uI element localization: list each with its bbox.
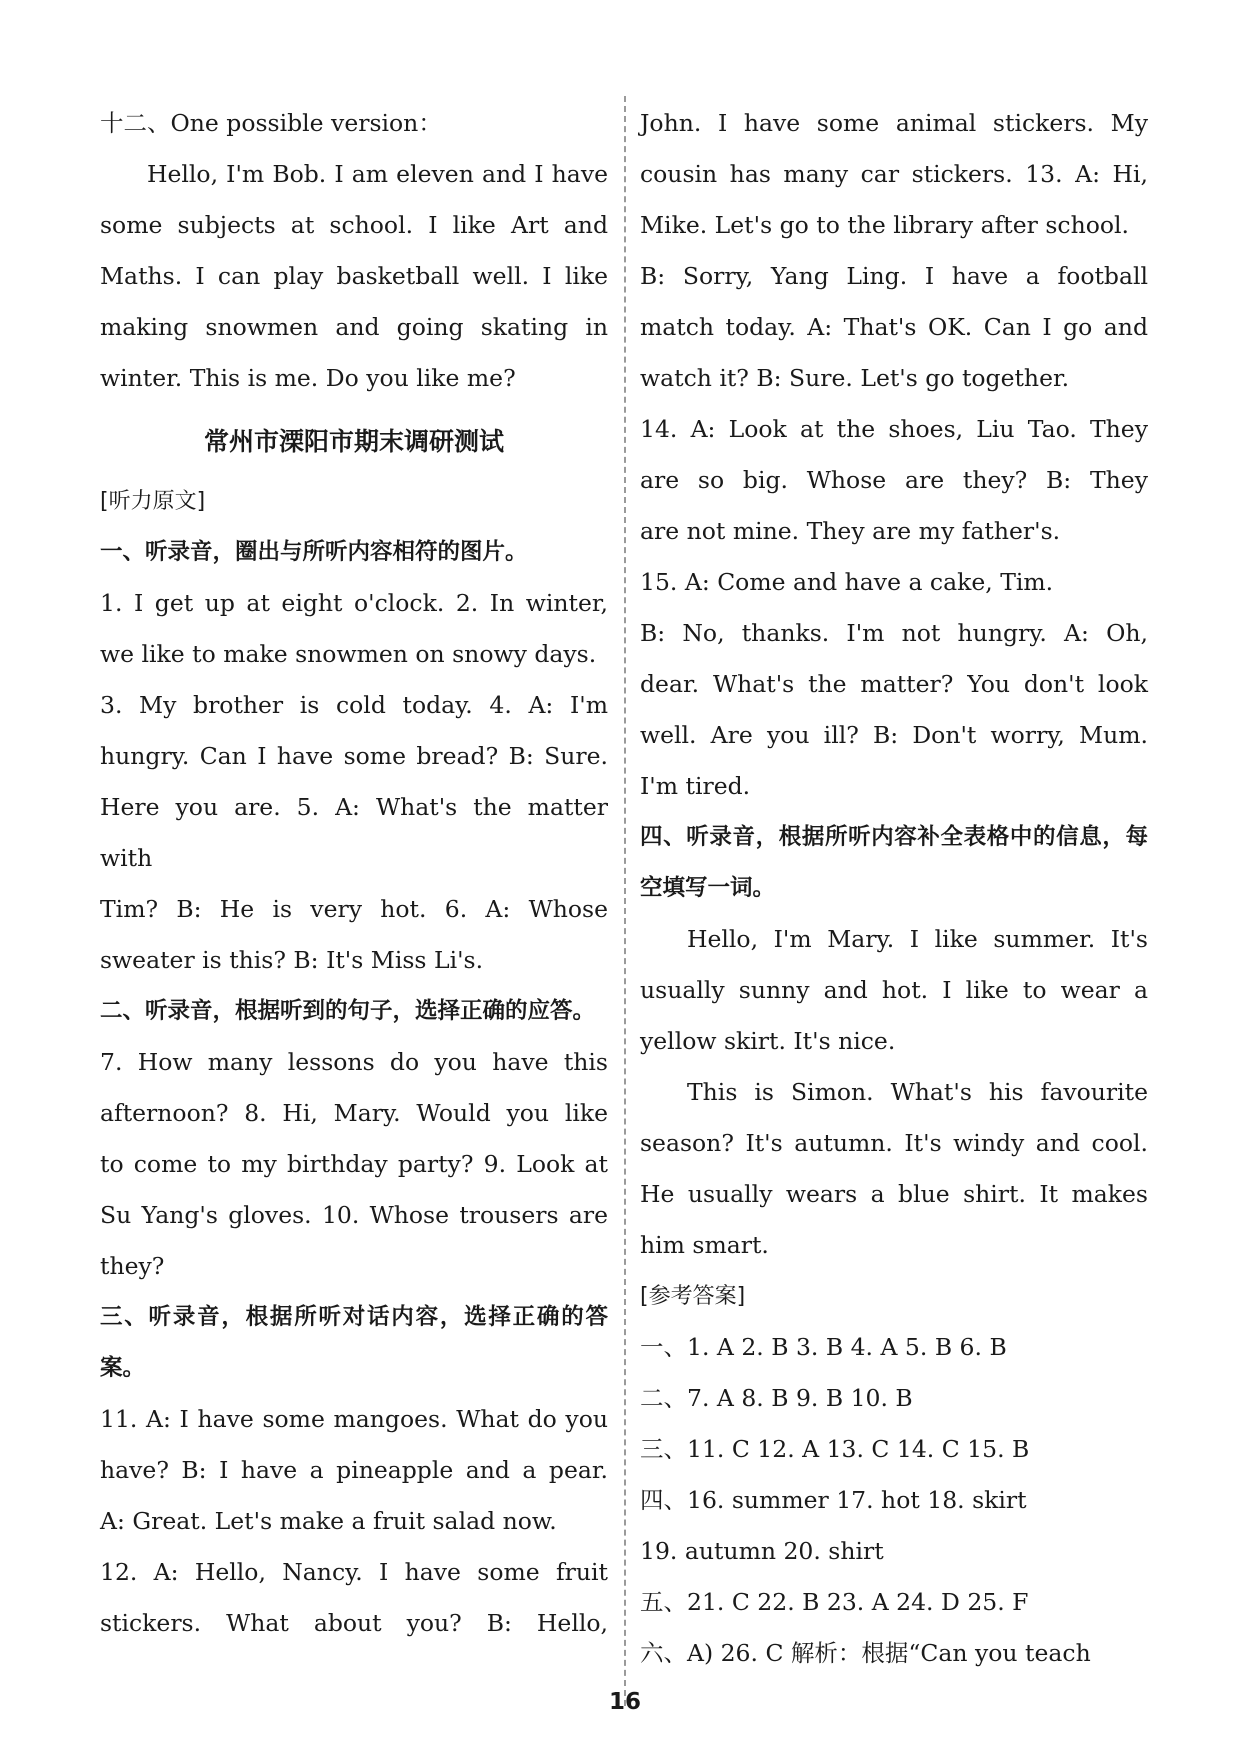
text-line: 7. How many lessons do you have this bbox=[100, 1048, 608, 1076]
part-2-heading: 二、听录音，根据听到的句子，选择正确的应答。 bbox=[100, 998, 596, 1024]
part-3-lines bbox=[100, 1394, 608, 1649]
text-line: are not mine. They are my father's. bbox=[640, 517, 1061, 545]
part-3-heading: 三、听录音，根据所听对话内容，选择正确的答案。 bbox=[100, 1304, 608, 1381]
text-line: 14. A: Look at the shoes, Liu Tao. They bbox=[640, 415, 1148, 443]
part-1-heading: 一、听录音，圈出与所听内容相符的图片。 bbox=[100, 539, 528, 565]
text-line: match today. A: That's OK. Can I go and bbox=[640, 313, 1148, 341]
text-line: afternoon? 8. Hi, Mary. Would you like bbox=[100, 1099, 608, 1127]
text-line: B: No, thanks. I'm not hungry. A: Oh, bbox=[640, 619, 1148, 647]
text-line: I'm tired. bbox=[640, 772, 751, 800]
part-4-heading: 四、听录音，根据所听内容补全表格中的信息，每空填写一词。 bbox=[640, 824, 1148, 901]
text-line: sweater is this? B: It's Miss Li's. bbox=[100, 946, 484, 974]
text-line: they? bbox=[100, 1252, 165, 1280]
answer-line: 五、21. C 22. B 23. A 24. D 25. F bbox=[640, 1588, 1029, 1616]
answer-line: 一、1. A 2. B 3. B 4. A 5. B 6. B bbox=[640, 1333, 1007, 1361]
section-12-heading: 十二、One possible version： bbox=[100, 109, 442, 137]
text-line: 3. My brother is cold today. 4. A: I'm bbox=[100, 691, 608, 719]
answer-line: 六、A) 26. C 解析：根据“Can you teach bbox=[640, 1639, 1091, 1667]
text-line: watch it? B: Sure. Let's go together. bbox=[640, 364, 1070, 392]
text-line: 11. A: I have some mangoes. What do you bbox=[100, 1405, 608, 1433]
page-number: 16 bbox=[608, 1689, 641, 1715]
text-line: Su Yang's gloves. 10. Whose trousers are bbox=[100, 1201, 608, 1229]
part-4-paragraph-2: This is Simon. What's his favourite season? It's autumn. It's windy and cool. He usually wears a blue shirt. It makes him smart. bbox=[640, 1078, 1148, 1259]
text-line: Mike. Let's go to the library after school. bbox=[640, 211, 1129, 239]
listening-transcript-tag: [听力原文] bbox=[100, 489, 206, 514]
answer-line: 二、7. A 8. B 9. B 10. B bbox=[640, 1384, 913, 1412]
answer-key bbox=[640, 1322, 1148, 1679]
text-line: John. I have some animal stickers. My bbox=[640, 109, 1148, 137]
text-line: well. Are you ill? B: Don't worry, Mum. bbox=[640, 721, 1148, 749]
text-line: 15. A: Come and have a cake, Tim. bbox=[640, 568, 1054, 596]
part-4-paragraph-1: Hello, I'm Mary. I like summer. It's usually sunny and hot. I like to wear a yellow skirt. It's nice. bbox=[640, 925, 1148, 1055]
answer-line: 19. autumn 20. shirt bbox=[640, 1537, 884, 1565]
text-line: we like to make snowmen on snowy days. bbox=[100, 640, 597, 668]
right-column bbox=[640, 98, 1148, 1679]
answer-line: 四、16. summer 17. hot 18. skirt bbox=[640, 1486, 1027, 1514]
text-line: 12. A: Hello, Nancy. I have some fruit bbox=[100, 1558, 608, 1586]
test-title: 常州市溧阳市期末调研测试 bbox=[203, 427, 504, 456]
column-divider bbox=[624, 96, 626, 1706]
part-2-lines bbox=[100, 1037, 608, 1292]
text-line: have? B: I have a pineapple and a pear. bbox=[100, 1456, 608, 1484]
text-line: are so big. Whose are they? B: They bbox=[640, 466, 1148, 494]
text-line: 1. I get up at eight o'clock. 2. In winter, bbox=[100, 589, 608, 617]
text-line: cousin has many car stickers. 13. A: Hi, bbox=[640, 160, 1148, 188]
part-1-lines bbox=[100, 578, 608, 986]
text-line: to come to my birthday party? 9. Look at bbox=[100, 1150, 608, 1178]
reference-answers-tag: [参考答案] bbox=[640, 1284, 746, 1309]
text-line: Here you are. 5. A: What's the matter with bbox=[100, 793, 608, 872]
section-12-text: Hello, I'm Bob. I am eleven and I have some subjects at school. I like Art and Maths. I can play basketball well. I like making snowmen and going skating in winter. This is me. Do you like me? bbox=[100, 160, 608, 392]
text-line: hungry. Can I have some bread? B: Sure. bbox=[100, 742, 608, 770]
text-line: stickers. What about you? B: Hello, bbox=[100, 1609, 608, 1637]
left-column bbox=[100, 98, 608, 1649]
text-line: B: Sorry, Yang Ling. I have a football bbox=[640, 262, 1148, 290]
answer-line: 三、11. C 12. A 13. C 14. C 15. B bbox=[640, 1435, 1030, 1463]
text-line: A: Great. Let's make a fruit salad now. bbox=[100, 1507, 557, 1535]
text-line: Tim? B: He is very hot. 6. A: Whose bbox=[100, 895, 608, 923]
text-line: dear. What's the matter? You don't look bbox=[640, 670, 1148, 698]
part-3-continued bbox=[640, 98, 1148, 812]
